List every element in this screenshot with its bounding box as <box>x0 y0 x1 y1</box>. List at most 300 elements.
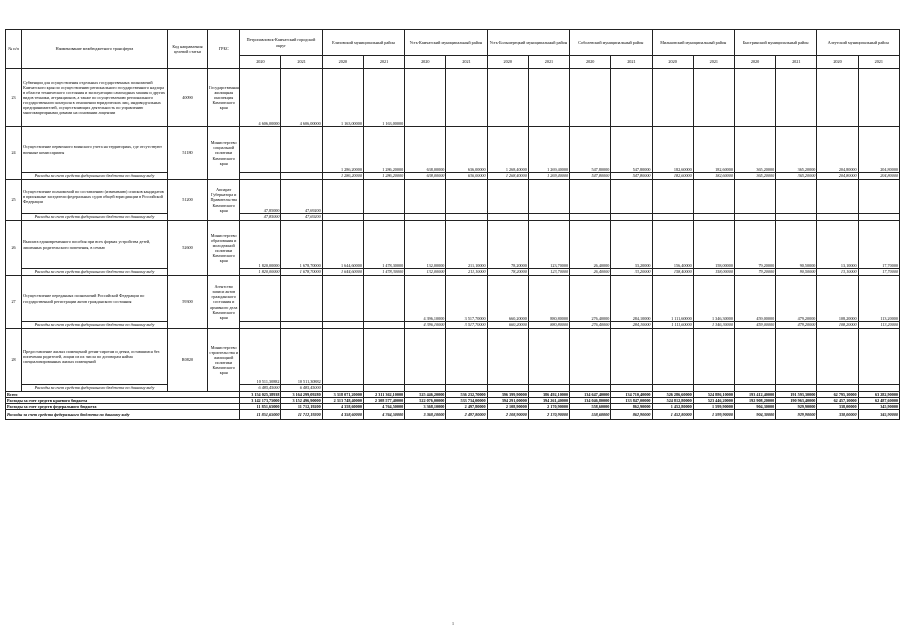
total-value: 11 712,19200 <box>281 410 322 420</box>
total-value: 2 108,90000 <box>487 404 528 410</box>
year-header: 2020 <box>322 56 363 69</box>
subtotal-value: 284,10000 <box>611 322 652 329</box>
total-value: 4 358,60000 <box>322 404 363 410</box>
subtotal-value: 6 485,45000 <box>240 385 281 392</box>
value-cell <box>693 69 734 127</box>
table-row <box>6 127 900 173</box>
value-cell <box>322 276 363 322</box>
table-row <box>6 329 900 385</box>
subtotal-value <box>817 214 858 221</box>
year-header: 2021 <box>281 56 322 69</box>
total-value: 2 497,80000 <box>446 410 487 420</box>
row-grbs: Государственная жилищная инспекция Камчатского края <box>208 69 240 127</box>
value-cell <box>322 180 363 214</box>
total-value: 3 152 496,90000 <box>281 398 322 404</box>
value-cell: 284,10000 <box>611 276 652 322</box>
value-cell: 276,40000 <box>570 276 611 322</box>
year-header: 2021 <box>776 56 817 69</box>
table-row <box>6 221 900 269</box>
name-header: Наименование межбюджетного трансферта <box>22 30 168 69</box>
subtotal-value <box>322 385 363 392</box>
subtotal-row <box>6 322 900 329</box>
subtotal-value: 1 268,40000 <box>487 173 528 180</box>
subtotal-value <box>528 214 569 221</box>
subtotal-value <box>487 385 528 392</box>
total-value: 2 497,80000 <box>446 404 487 410</box>
value-cell: 17,70000 <box>858 221 899 269</box>
value-cell <box>405 69 446 127</box>
subtotal-value <box>570 214 611 221</box>
subtotal-value <box>776 385 817 392</box>
total-value: 1 599,90000 <box>693 410 734 420</box>
subtotal-value <box>858 214 899 221</box>
value-cell <box>776 69 817 127</box>
value-cell: 26,40000 <box>570 221 611 269</box>
total-value: 2 308 577,40000 <box>363 398 404 404</box>
subtotal-value <box>363 385 404 392</box>
total-value: 191 593,30000 <box>776 392 817 398</box>
subtotal-label: Расходы за счет средств федерального бюджета по данному виду <box>22 173 168 180</box>
total-value: 522 076,00000 <box>405 398 446 404</box>
value-cell <box>405 329 446 385</box>
year-header: 2020 <box>240 56 281 69</box>
subtotal-value: 1 346,30000 <box>693 322 734 329</box>
subtotal-row <box>6 173 900 180</box>
subtotal-value: 90,50000 <box>776 269 817 276</box>
subtotal-value: 113,20000 <box>858 322 899 329</box>
value-cell: 1 820,00000 <box>240 221 281 269</box>
value-cell: 204,80000 <box>817 127 858 173</box>
value-cell <box>652 180 693 214</box>
row-code: 51200 <box>167 180 207 221</box>
value-cell: 10 511,30882 <box>281 329 322 385</box>
municipality-header: Алеутский муниципальный район <box>817 30 900 56</box>
year-header: 2021 <box>858 56 899 69</box>
total-value: 345,90000 <box>858 404 899 410</box>
subtotal-value: 6 485,45000 <box>281 385 322 392</box>
subtotal-value: 1 644,60000 <box>322 269 363 276</box>
year-header: 2021 <box>446 56 487 69</box>
value-cell <box>446 180 487 214</box>
subtotal-value <box>776 214 817 221</box>
total-value: 862,90000 <box>611 410 652 420</box>
total-value: 11 851,65000 <box>240 404 281 410</box>
total-value: 929,90000 <box>776 404 817 410</box>
year-header: 2020 <box>652 56 693 69</box>
total-value: 63 282,90000 <box>858 392 899 398</box>
value-cell <box>281 276 322 322</box>
value-cell: 880,80000 <box>528 276 569 322</box>
year-header: 2021 <box>363 56 404 69</box>
value-cell: 204,80000 <box>858 127 899 173</box>
total-row <box>6 410 900 420</box>
subtotal-value: 3 517,70000 <box>446 322 487 329</box>
total-value: 1 452,80000 <box>652 410 693 420</box>
subtotal-row <box>6 214 900 221</box>
total-value: 192 908,20000 <box>734 398 775 404</box>
total-value: 2 108,90000 <box>487 410 528 420</box>
municipality-header: Усть-Большерецкий муниципальный район <box>487 30 569 56</box>
municipality-header: Петропавловск-Камчатский городской округ <box>240 30 322 56</box>
subtotal-value <box>446 214 487 221</box>
row-name: Осуществление полномочий по составлению (изменению) списков кандидатов в присяжные заседатели федеральных судов общей юрисдикции в Российской Федерации <box>22 180 168 214</box>
total-value: 524 812,80000 <box>652 398 693 404</box>
municipality-header: Усть-Камчатский муниципальный район <box>405 30 487 56</box>
value-cell <box>693 180 734 214</box>
value-cell: 1 268,40000 <box>487 127 528 173</box>
value-cell: 158,00000 <box>693 221 734 269</box>
value-cell: 1 163,00000 <box>322 69 363 127</box>
row-code: R0820 <box>167 329 207 392</box>
value-cell <box>734 180 775 214</box>
total-value: 2 170,90000 <box>528 404 569 410</box>
subtotal-value <box>240 173 281 180</box>
total-value: 929,90000 <box>776 410 817 420</box>
total-value: 11 712,19200 <box>281 404 322 410</box>
subtotal-value: 123,70000 <box>528 269 569 276</box>
row-number: 27 <box>6 276 22 329</box>
value-cell <box>858 69 899 127</box>
municipality-header: Быстринский муниципальный район <box>734 30 816 56</box>
subtotal-value: 1 820,00000 <box>240 269 281 276</box>
subtotal-value: 204,80000 <box>817 173 858 180</box>
value-cell: 1 269,40000 <box>528 127 569 173</box>
row-number: 24 <box>6 127 22 180</box>
value-cell: 3 517,70000 <box>446 276 487 322</box>
row-grbs: Министерство социальной политики Камчатского края <box>208 127 240 180</box>
row-name: Осуществление переданных полномочий Российской Федерации по государственной регистрации актов гражданского состояния <box>22 276 168 322</box>
subtotal-value: 211,10000 <box>446 269 487 276</box>
row-code: 52600 <box>167 221 207 276</box>
row-name: Субвенции для осуществления отдельных государственных полномочий Камчатского края по осуществлению регионального государственного надзора в области технического состояния и эксплуатации самоходных машин и других видов техники, аттракционов, а также по осуществлению регионального государственного контроля в отношении юридических лиц, индивидуальных предпринимателей, осуществляющих деятельность по управлению многоквартирными домами на основании лицензии <box>22 69 168 127</box>
total-value: 525 446,20000 <box>405 392 446 398</box>
subtotal-value <box>281 322 322 329</box>
total-value: 338,00000 <box>817 404 858 410</box>
value-cell <box>528 180 569 214</box>
subtotal-label: Расходы за счет средств федерального бюджета по данному виду <box>22 214 168 221</box>
value-cell <box>528 329 569 385</box>
header-row <box>6 30 900 56</box>
subtotal-value: 47,85000 <box>240 214 281 221</box>
value-cell <box>570 180 611 214</box>
total-value: 2 170,90000 <box>528 410 569 420</box>
total-value: 134 710,40000 <box>611 392 652 398</box>
table-row <box>6 276 900 322</box>
total-value: 62 457,10000 <box>817 398 858 404</box>
row-code: 51180 <box>167 127 207 180</box>
value-cell: 182,60000 <box>652 127 693 173</box>
kod-header: Код направления целевой статьи <box>167 30 207 69</box>
subtotal-value: 1 286,20000 <box>322 173 363 180</box>
municipality-header: Соболевский муниципальный район <box>570 30 652 56</box>
value-cell: 365,20000 <box>776 127 817 173</box>
total-label: Расходы за счет средств федерального бюджета <box>6 404 240 410</box>
subtotal-value <box>611 385 652 392</box>
value-cell <box>240 276 281 322</box>
subtotal-value: 182,60000 <box>652 173 693 180</box>
row-code: 40090 <box>167 69 207 127</box>
row-name: Осуществление первичного воинского учета на территориях, где отсутствуют военные комиссариаты <box>22 127 168 173</box>
subtotal-value: 26,40000 <box>570 269 611 276</box>
subtotal-value: 547,80000 <box>611 173 652 180</box>
value-cell <box>817 180 858 214</box>
subtotal-value <box>858 385 899 392</box>
total-value: 394 261,40000 <box>528 398 569 404</box>
value-cell <box>858 180 899 214</box>
value-cell <box>817 329 858 385</box>
value-cell <box>611 180 652 214</box>
subtotal-value <box>734 385 775 392</box>
total-value: 134 046,80000 <box>570 398 611 404</box>
row-number: 25 <box>6 180 22 221</box>
row-name: Выплата единовременного пособия при всех формах устройства детей, лишенных родительского попечения, в семью <box>22 221 168 269</box>
subtotal-value: 459,00000 <box>734 322 775 329</box>
year-header: 2020 <box>817 56 858 69</box>
subtotal-value: 47,69200 <box>281 214 322 221</box>
year-header: 2020 <box>734 56 775 69</box>
row-code: 59300 <box>167 276 207 329</box>
value-cell <box>776 180 817 214</box>
grbs-header: ГРБС <box>208 30 240 69</box>
value-cell <box>487 69 528 127</box>
subtotal-value <box>487 214 528 221</box>
total-value: 62 487,60000 <box>858 398 899 404</box>
subtotal-value <box>734 214 775 221</box>
value-cell: 132,00000 <box>405 221 446 269</box>
subtotal-value <box>693 214 734 221</box>
total-value: 526 286,60000 <box>652 392 693 398</box>
value-cell: 459,00000 <box>734 276 775 322</box>
subtotal-value: 17,70000 <box>858 269 899 276</box>
value-cell <box>776 329 817 385</box>
budget-table <box>5 29 900 420</box>
subtotal-value <box>405 385 446 392</box>
subtotal-value: 132,00000 <box>405 269 446 276</box>
municipality-header: Мильковский муниципальный район <box>652 30 734 56</box>
subtotal-value <box>405 214 446 221</box>
subtotal-value <box>611 214 652 221</box>
total-value: 3 368,10000 <box>405 404 446 410</box>
subtotal-value: 479,20000 <box>776 322 817 329</box>
value-cell: 1 286,20000 <box>322 127 363 173</box>
year-header: 2021 <box>528 56 569 69</box>
total-value: 3 154 025,38938 <box>240 392 281 398</box>
total-value: 4 358,60000 <box>322 410 363 420</box>
subtotal-value: 880,80000 <box>528 322 569 329</box>
subtotal-value <box>652 214 693 221</box>
total-value: 533 734,00000 <box>446 398 487 404</box>
value-cell <box>487 180 528 214</box>
total-label: Расходы за счет средств краевого бюджета <box>6 398 240 404</box>
value-cell: 1 163,00000 <box>363 69 404 127</box>
total-value: 133 847,00000 <box>611 398 652 404</box>
total-value: 862,90000 <box>611 404 652 410</box>
subtotal-value: 1 286,20000 <box>363 173 404 180</box>
subtotal-value: 204,80000 <box>858 173 899 180</box>
value-cell <box>570 329 611 385</box>
subtotal-value: 78,20000 <box>487 269 528 276</box>
value-cell <box>405 180 446 214</box>
value-cell <box>322 329 363 385</box>
total-value: 338,00000 <box>817 410 858 420</box>
total-value: 1 452,80000 <box>652 404 693 410</box>
row-grbs: Аппарат Губернатора и Правительства Камчатского края <box>208 180 240 221</box>
value-cell <box>363 180 404 214</box>
value-cell <box>240 127 281 173</box>
value-cell: 1 111,60000 <box>652 276 693 322</box>
total-value: 386 492,10000 <box>528 392 569 398</box>
total-value: 558,60000 <box>570 404 611 410</box>
row-grbs: Агентство записи актов гражданского состояния и архивного дела Камчатского края <box>208 276 240 329</box>
total-value: 396 399,90000 <box>487 392 528 398</box>
value-cell <box>281 127 322 173</box>
total-value: 11 851,65000 <box>240 410 281 420</box>
subtotal-row <box>6 269 900 276</box>
value-cell: 90,50000 <box>776 221 817 269</box>
year-header: 2020 <box>487 56 528 69</box>
total-label: Расходы за счет средств федерального бюджета по данному виду <box>6 410 240 420</box>
value-cell: 211,10000 <box>446 221 487 269</box>
value-cell: 47,85000 <box>240 180 281 214</box>
subtotal-value: 13,10000 <box>817 269 858 276</box>
row-number: 26 <box>6 221 22 276</box>
row-grbs: Министерство образования и молодежной политики Камчатского края <box>208 221 240 276</box>
subtotal-value <box>363 214 404 221</box>
municipality-header: Елизовский муниципальный район <box>322 30 404 56</box>
value-cell: 638,00000 <box>405 127 446 173</box>
value-cell: 79,20000 <box>734 221 775 269</box>
value-cell: 660,20000 <box>487 276 528 322</box>
subtotal-value: 636,00000 <box>446 173 487 180</box>
subtotal-value: 4 396,10000 <box>405 322 446 329</box>
value-cell: 182,60000 <box>693 127 734 173</box>
value-cell: 47,69200 <box>281 180 322 214</box>
value-cell: 365,20000 <box>734 127 775 173</box>
row-number: 23 <box>6 69 22 127</box>
subtotal-value: 1 678,70000 <box>281 269 322 276</box>
row-name: Предоставление жилых помещений детям-сиротам и детям, оставшимся без попечения родителей, лицам из их числа по договорам найма специализированных жилых помещений <box>22 329 168 385</box>
value-cell: 1 286,20000 <box>363 127 404 173</box>
total-value: 524 886,10000 <box>693 392 734 398</box>
total-value: 2 311 362,10000 <box>363 392 404 398</box>
value-cell <box>652 69 693 127</box>
subtotal-value: 660,20000 <box>487 322 528 329</box>
value-cell <box>363 329 404 385</box>
table-body <box>6 30 900 420</box>
total-value: 2 313 748,40000 <box>322 398 363 404</box>
total-value: 3 164 299,09280 <box>281 392 322 398</box>
value-cell <box>570 69 611 127</box>
value-cell <box>693 329 734 385</box>
value-cell: 4 606,00000 <box>281 69 322 127</box>
value-cell: 1 478,30000 <box>363 221 404 269</box>
value-cell: 1 346,30000 <box>693 276 734 322</box>
page-number: 1 <box>452 621 454 626</box>
row-grbs: Министерство строительства и жилищной политики Камчатского края <box>208 329 240 392</box>
value-cell <box>734 69 775 127</box>
value-cell: 1 644,60000 <box>322 221 363 269</box>
subtotal-value <box>446 385 487 392</box>
value-cell <box>528 69 569 127</box>
value-cell: 4 396,10000 <box>405 276 446 322</box>
table-row <box>6 180 900 214</box>
subtotal-value: 158,40000 <box>652 269 693 276</box>
value-cell: 108,20000 <box>817 276 858 322</box>
num-header: № п/п <box>6 30 22 69</box>
subtotal-value: 108,20000 <box>817 322 858 329</box>
value-cell <box>858 329 899 385</box>
total-value: 523 446,20000 <box>693 398 734 404</box>
subtotal-row <box>6 385 900 392</box>
total-value: 62 795,10000 <box>817 392 858 398</box>
total-value: 1 599,90000 <box>693 404 734 410</box>
total-value: 193 412,40000 <box>734 392 775 398</box>
total-label: Всего <box>6 392 240 398</box>
value-cell: 547,80000 <box>611 127 652 173</box>
total-value: 345,90000 <box>858 410 899 420</box>
total-value: 558,60000 <box>570 410 611 420</box>
value-cell <box>817 69 858 127</box>
value-cell <box>487 329 528 385</box>
row-number: 28 <box>6 329 22 392</box>
total-value: 190 963,40000 <box>776 398 817 404</box>
value-cell: 13,10000 <box>817 221 858 269</box>
subtotal-value: 33,20000 <box>611 269 652 276</box>
value-cell: 123,70000 <box>528 221 569 269</box>
subtotal-label: Расходы за счет средств федерального бюджета по данному виду <box>22 385 168 392</box>
subtotal-value: 547,80000 <box>570 173 611 180</box>
value-cell: 479,20000 <box>776 276 817 322</box>
year-header: 2021 <box>693 56 734 69</box>
value-cell: 636,00000 <box>446 127 487 173</box>
subtotal-value <box>817 385 858 392</box>
total-value: 134 647,40000 <box>570 392 611 398</box>
subtotal-value: 158,00000 <box>693 269 734 276</box>
year-header: 2021 <box>611 56 652 69</box>
value-cell: 4 606,00000 <box>240 69 281 127</box>
subtotal-value: 79,20000 <box>734 269 775 276</box>
total-value: 3 318 071,20000 <box>322 392 363 398</box>
table-row <box>6 69 900 127</box>
total-value: 904,30000 <box>734 410 775 420</box>
value-cell: 10 511,30882 <box>240 329 281 385</box>
value-cell <box>446 69 487 127</box>
year-header: 2020 <box>405 56 446 69</box>
subtotal-value <box>240 322 281 329</box>
subtotal-value: 1 111,60000 <box>652 322 693 329</box>
value-cell: 78,20000 <box>487 221 528 269</box>
value-cell <box>611 69 652 127</box>
total-value: 4 764,50000 <box>363 410 404 420</box>
subtotal-value: 182,60000 <box>693 173 734 180</box>
subtotal-value <box>652 385 693 392</box>
subtotal-value: 365,20000 <box>776 173 817 180</box>
value-cell <box>446 329 487 385</box>
total-value: 394 291,00000 <box>487 398 528 404</box>
subtotal-value <box>528 385 569 392</box>
year-header: 2020 <box>570 56 611 69</box>
value-cell <box>734 329 775 385</box>
total-value: 3 142 173,75000 <box>240 398 281 404</box>
total-value: 3 368,10000 <box>405 410 446 420</box>
total-value: 4 764,50000 <box>363 404 404 410</box>
value-cell <box>652 329 693 385</box>
value-cell: 33,20000 <box>611 221 652 269</box>
value-cell: 547,80000 <box>570 127 611 173</box>
subtotal-value: 638,00000 <box>405 173 446 180</box>
subtotal-value: 276,40000 <box>570 322 611 329</box>
subtotal-value <box>322 214 363 221</box>
